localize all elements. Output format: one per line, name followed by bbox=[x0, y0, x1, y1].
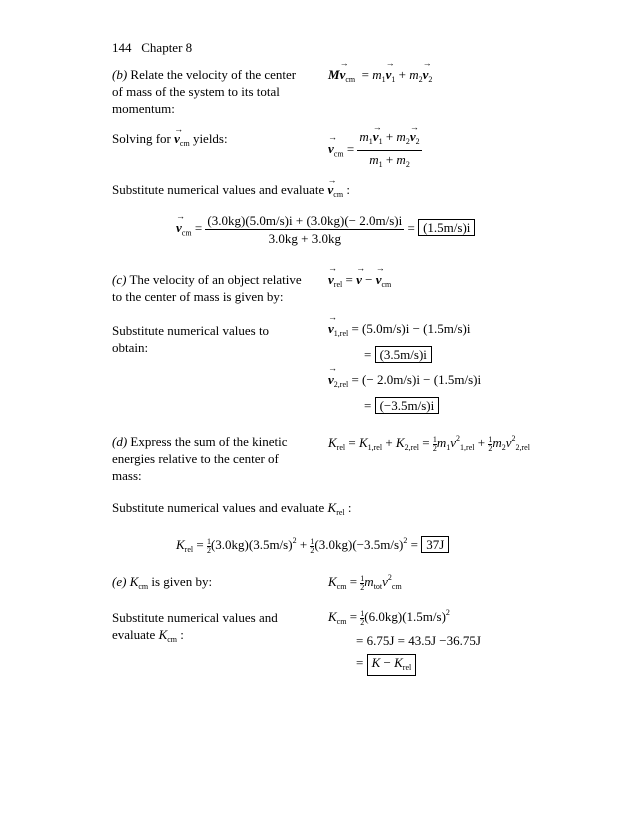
eq-c-v1-result: = (3.5m/s)i bbox=[364, 346, 432, 363]
result-b: (1.5m/s)i bbox=[418, 219, 475, 236]
solve-text: Solving for → $v_{cm}$ yields: bbox=[112, 130, 228, 152]
eq-b-numerator: (3.0kg)(5.0m/s)i + (3.0kg)(− 2.0m/s)i bbox=[207, 213, 403, 228]
eq-b-momentum: $M\to v_{cm} = m_1\to v_1 + m_2\to v_2$ bbox=[328, 67, 432, 84]
eq-c-v1: → $v_{1,rel} = (5.0m/s)i - (1.5m/s)i$ bbox=[328, 321, 471, 338]
part-e-text: (e) $K_{cm}$ is given by: bbox=[112, 574, 213, 591]
eq-c-v2-result: = (−3.5m/s)i bbox=[364, 397, 439, 414]
page-header bbox=[112, 40, 192, 56]
substitute-c-text: Substitute numerical values to obtain: bbox=[112, 323, 270, 355]
eq-c-v2: → $v_{2,rel}$ = (− 2.0m/s)i − (1.5m/s)i bbox=[328, 372, 481, 389]
result-e: $K - K_{rel}$ bbox=[367, 654, 417, 676]
part-c-text: (c) The velocity of an object relative to the center of mass is given by: bbox=[112, 272, 302, 304]
eq-b-vcm: → $v_{cm}$ = $\frac{m_1\to v_1 + m_2\to v_2}{m_1 + m_2}$ bbox=[328, 128, 422, 173]
eq-b-numeric: → $v_{cm}$ = $\frac{(3.0kg)(5.0m/s)i + (3.0kg)(- 2.0m/s)i}{3.0kg + 3.0kg}$ = (1.5m/s)i bbox=[176, 212, 475, 247]
substitute-d-text: Substitute numerical values and evaluate $K_{rel}$ : bbox=[112, 500, 352, 517]
eq-e-numeric-2: = 6.75J = 43.5J −36.75J bbox=[356, 633, 481, 648]
result-d: 37J bbox=[421, 536, 449, 553]
eq-d-numeric: $K_{rel}$ = $\frac{1}{2}$ $(3.0kg)(3.5m/s)^2$ + $\frac{1}{2}$ $(3.0kg)(-3.5m/s)^2 = 37J$ bbox=[176, 536, 449, 555]
chapter-title: Chapter 8 bbox=[141, 40, 193, 55]
eq-e-result: = $K - K_{rel}$ bbox=[356, 654, 416, 676]
eq-e-numeric-1: $K_{cm}$ = $\frac{1}{2}$ $(6.0kg)(1.5m/s)^2$ bbox=[328, 608, 450, 627]
eq-b-denominator: 3.0kg + 3.0kg bbox=[268, 231, 341, 246]
part-d-label: (d) bbox=[112, 434, 128, 449]
part-b-text: (b) Relate the velocity of the center of mass of the system to its total momentum: bbox=[112, 67, 297, 116]
part-c-label: (c) bbox=[112, 272, 127, 287]
result-c-v1: (3.5m/s)i bbox=[375, 346, 432, 363]
substitute-b-text: Substitute numerical values and evaluate → $v_{cm}$ : bbox=[112, 181, 350, 203]
eq-c-vrel: → $v_{rel}$ = → v − → $v_{cm}$ bbox=[328, 272, 391, 289]
eq-d-krel: $K_{rel} = K_{1,rel} + K_{2,rel}$ = $\frac{1}{2}$ $m_1v^2_{1,rel}$ + $\frac{1}{2}$ $m_2v^2_{2,rel}$ bbox=[328, 434, 530, 453]
page-number: 144 bbox=[112, 40, 132, 55]
result-c-v2: (−3.5m/s)i bbox=[375, 397, 440, 414]
part-e-label: (e) bbox=[112, 574, 127, 589]
part-d-text: (d) Express the sum of the kinetic energies relative to the center of mass: bbox=[112, 434, 288, 483]
part-b-label: (b) bbox=[112, 67, 128, 82]
eq-e-kcm: $K_{cm}$ = $\frac{1}{2}$ $m_{tot}v^2_{cm}$ bbox=[328, 573, 402, 592]
substitute-e-text: Substitute numerical values and evaluate $K_{cm}$ : bbox=[112, 610, 278, 644]
